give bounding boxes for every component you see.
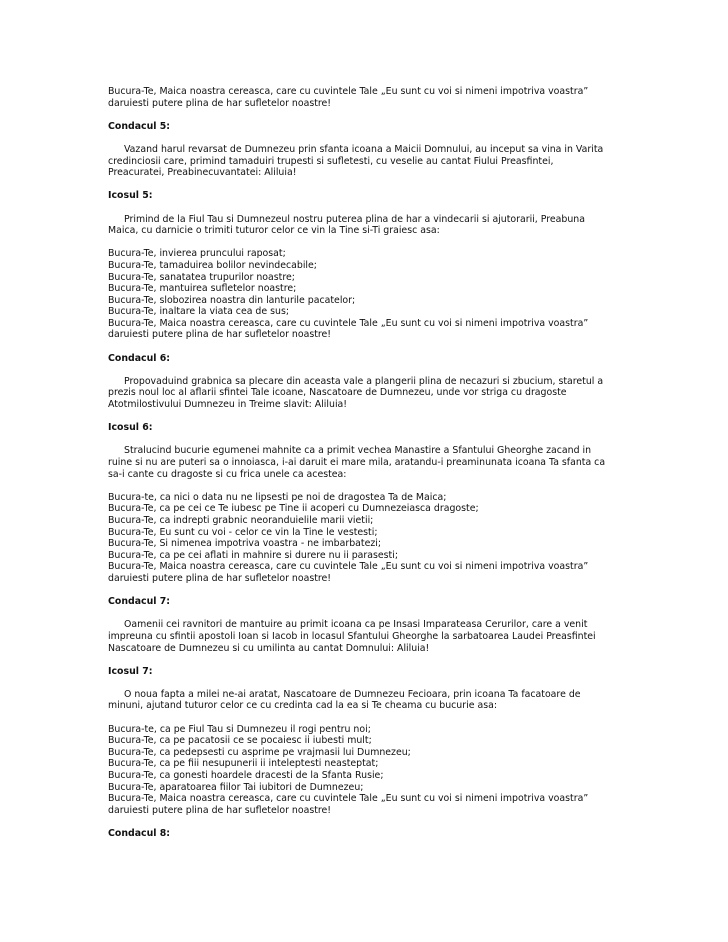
text-line: Maica, cu darnicie o trimiti tuturor celor ce vin la Tine si-Ti graiesc asa: — [108, 225, 440, 237]
list-item: Bucura-Te, Eu sunt cu voi - celor ce vin la Tine le vestesti; — [108, 526, 378, 538]
heading-condacul-5: Condacul 5: — [108, 120, 171, 132]
list-item: daruiesti putere plina de har sufletelor noastre! — [108, 572, 332, 584]
list-item: Bucura-Te, mantuirea sufletelor noastre; — [108, 283, 297, 295]
text-line: Preacuratei, Preabinecuvantatei: Aliluia! — [108, 167, 297, 179]
text-line: ruine si nu are puteri sa o innoiasca, i-ai daruit ei mare mila, aratandu-i preaminunata icoana Ta sfanta ca — [108, 457, 606, 468]
list-item: Bucura-Te, invierea pruncului raposat; — [108, 248, 286, 260]
heading-icosul-5: Icosul 5: — [108, 190, 153, 202]
document-page — [108, 86, 624, 851]
paragraph-condacul-7 — [108, 619, 624, 654]
list-item: Bucura-Te, ca indrepti grabnic neoranduielile marii vietii; — [108, 514, 374, 526]
list-item: Bucura-Te, sanatatea trupurilor noastre; — [108, 271, 295, 283]
heading-condacul-6: Condacul 6: — [108, 352, 171, 364]
list-item: Bucura-Te, Maica noastra cereasca, care cu cuvintele Tale „Eu sunt cu voi si nimeni impotriva voastra” — [108, 793, 589, 805]
text-line: O noua fapta a milei ne-ai aratat, Nascatoare de Dumnezeu Fecioara, prin icoana Ta facatoare de — [124, 688, 581, 700]
list-item: Bucura-Te, Si nimenea impotriva voastra - ne imbarbatezi; — [108, 538, 382, 550]
text-line: Atotmilostivului Dumnezeu in Treime slavit: Aliluia! — [108, 399, 348, 411]
list-item: Bucura-Te, ca gonesti hoardele dracesti de la Sfanta Rusie; — [108, 770, 384, 782]
list-icosul-6 — [108, 492, 624, 585]
paragraph-icosul-5 — [108, 214, 624, 237]
paragraph-icosul-7 — [108, 689, 624, 712]
text-line: sa-i cante cu dragoste si cu frica unele ca acestea: — [108, 468, 347, 480]
list-item: Bucura-Te, ca pe pacatosii ce se pocaiesc ii iubesti mult; — [108, 735, 372, 747]
list-item: Bucura-te, ca pe Fiul Tau si Dumnezeu il rogi pentru noi; — [108, 723, 371, 735]
list-item: daruiesti putere plina de har sufletelor noastre! — [108, 804, 332, 816]
list-item: Bucura-Te, ca pedepsesti cu asprime pe vrajmasii lui Dumnezeu; — [108, 746, 411, 758]
list-item: Bucura-Te, Maica noastra cereasca, care cu cuvintele Tale „Eu sunt cu voi si nimeni impotriva voastra” — [108, 561, 589, 573]
text-line: prezis noul loc al aflarii sfintei Tale icoane, Nascatoare de Dumnezeu, unde vor striga cu dragoste — [108, 387, 567, 399]
list-item: Bucura-Te, tamaduirea bolilor nevindecabile; — [108, 259, 317, 271]
text-line: Nascatoare de Dumnezeu si cu umilinta au cantat Domnului: Aliluia! — [108, 642, 430, 654]
text-line: Primind de la Fiul Tau si Dumnezeul nostru puterea plina de har a vindecarii si ajutorarii, Preabuna — [124, 213, 585, 225]
list-item: Bucura-Te, ca pe fiii nesupunerii ii inteleptesti neasteptat; — [108, 758, 379, 770]
list-icosul-7 — [108, 724, 624, 817]
list-item: Bucura-Te, aparatoarea fiilor Tai iubitori de Dumnezeu; — [108, 781, 364, 793]
heading-condacul-8: Condacul 8: — [108, 828, 171, 839]
heading-icosul-6: Icosul 6: — [108, 422, 153, 434]
text-line: impreuna cu sfintii apostoli Ioan si Iacob in locasul Sfantului Gheorghe la sarbatoarea Laudei Preasfintei — [108, 630, 596, 642]
heading-icosul-7: Icosul 7: — [108, 665, 153, 677]
list-item: Bucura-Te, ca pe cei aflati in mahnire si durere nu ii parasesti; — [108, 549, 398, 561]
text-line: Vazand harul revarsat de Dumnezeu prin sfanta icoana a Maicii Domnului, au inceput sa vina in Varita — [124, 143, 604, 155]
paragraph-condacul-5 — [108, 144, 624, 179]
text-line: daruiesti putere plina de har sufletelor noastre! — [108, 97, 332, 109]
list-item: daruiesti putere plina de har sufletelor noastre! — [108, 329, 332, 341]
list-item: Bucura-Te, ca pe cei ce Te iubesc pe Tine ii acoperi cu Dumnezeiasca dragoste; — [108, 503, 479, 515]
list-item: Bucura-te, ca nici o data nu ne lipsesti pe noi de dragostea Ta de Maica; — [108, 491, 447, 503]
text-line: Bucura-Te, Maica noastra cereasca, care cu cuvintele Tale „Eu sunt cu voi si nimeni impotriva voastra” — [108, 86, 589, 97]
paragraph-intro — [108, 86, 624, 109]
text-line: credinciosii care, primind tamaduiri trupesti si sufletesti, cu veselie au cantat Fiului Preasfintei, — [108, 155, 554, 167]
list-item: Bucura-Te, slobozirea noastra din lanturile pacatelor; — [108, 294, 356, 306]
heading-condacul-7: Condacul 7: — [108, 596, 171, 608]
list-item: Bucura-Te, inaltare la viata cea de sus; — [108, 306, 290, 318]
paragraph-icosul-6 — [108, 445, 624, 480]
list-item: Bucura-Te, Maica noastra cereasca, care cu cuvintele Tale „Eu sunt cu voi si nimeni impotriva voastra” — [108, 317, 589, 329]
text-line: Oamenii cei ravnitori de mantuire au primit icoana ca pe Insasi Imparateasa Cerurilor, care a venit — [124, 619, 588, 631]
text-line: Stralucind bucurie egumenei mahnite ca a primit vechea Manastire a Sfantului Gheorghe zacand in — [124, 445, 592, 457]
text-line: Propovaduind grabnica sa plecare din aceasta vale a plangerii plina de necazuri si zbucium, staretul a — [124, 375, 604, 387]
text-line: minuni, ajutand tuturor celor ce cu credinta cad la ea si Te cheama cu bucurie asa: — [108, 700, 497, 712]
list-icosul-5 — [108, 248, 624, 341]
paragraph-condacul-6 — [108, 376, 624, 411]
